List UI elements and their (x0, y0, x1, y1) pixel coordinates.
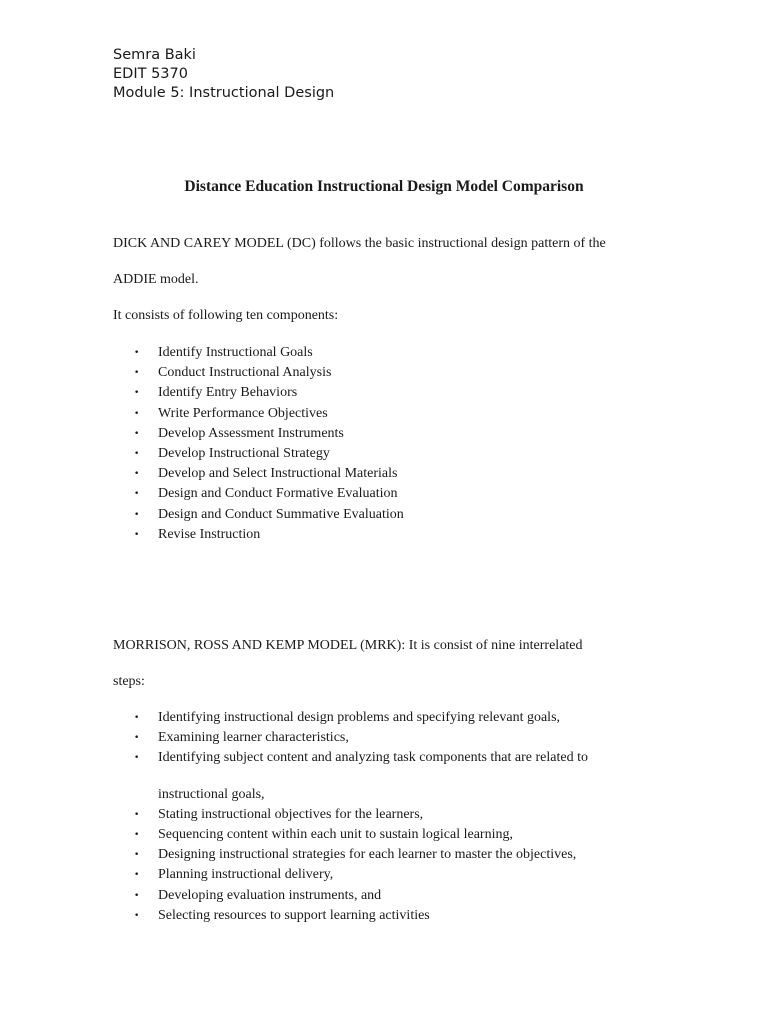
list-item (113, 825, 588, 845)
course-code: EDIT 5370 (113, 66, 188, 82)
mrk-steps-list (113, 708, 588, 926)
bullet-icon: • (134, 529, 140, 540)
list-item-text: Designing instructional strategies for each learner to master the objectives, (158, 847, 577, 863)
list-item-text: Develop Instructional Strategy (158, 445, 330, 461)
bullet-icon: • (134, 489, 140, 500)
dc-intro-line-1: DICK AND CAREY MODEL (DC) follows the basic instructional design pattern of the (113, 236, 606, 251)
bullet-icon: • (134, 428, 140, 439)
bullet-icon: • (134, 829, 140, 840)
mrk-intro-line-2: steps: (113, 674, 145, 689)
list-item (113, 484, 404, 504)
bullet-icon: • (134, 910, 140, 921)
list-item-text: Selecting resources to support learning activities (158, 907, 430, 923)
bullet-icon: • (134, 408, 140, 419)
list-item (113, 404, 404, 424)
list-item-continuation: instructional goals, (158, 786, 265, 802)
list-item (113, 845, 588, 865)
author-name: Semra Baki (113, 47, 196, 63)
list-item-text: Design and Conduct Formative Evaluation (158, 486, 398, 502)
mrk-intro-line-1: MORRISON, ROSS AND KEMP MODEL (MRK): It is consist of nine interrelated (113, 638, 583, 653)
list-item (113, 865, 588, 885)
list-item (113, 886, 588, 906)
bullet-icon: • (134, 809, 140, 820)
list-item (113, 383, 404, 403)
list-item-text: Develop and Select Instructional Materials (158, 466, 398, 482)
bullet-icon: • (134, 469, 140, 480)
list-item-text: Revise Instruction (158, 526, 261, 542)
list-item-text: Stating instructional objectives for the learners, (158, 806, 424, 822)
bullet-icon: • (134, 753, 140, 764)
list-item (113, 805, 588, 825)
list-item (113, 343, 404, 363)
bullet-icon: • (134, 870, 140, 881)
dc-components-intro: It consists of following ten components: (113, 308, 339, 323)
list-item (113, 728, 588, 748)
bullet-icon: • (134, 850, 140, 861)
dc-intro-line-2: ADDIE model. (113, 272, 199, 287)
list-item-text: Identifying instructional design problems and specifying relevant goals, (158, 710, 561, 725)
bullet-icon: • (134, 388, 140, 399)
list-item (113, 906, 588, 926)
list-item (113, 708, 588, 728)
list-item (113, 525, 404, 545)
list-item-text: Identify Instructional Goals (158, 345, 313, 360)
list-item-text: Identifying subject content and analyzing task components that are related to (158, 750, 588, 766)
list-item (113, 363, 404, 383)
list-item (113, 464, 404, 484)
bullet-icon: • (134, 733, 140, 744)
list-item (113, 748, 588, 804)
list-item (113, 444, 404, 464)
list-item-text: Design and Conduct Summative Evaluation (158, 506, 404, 522)
list-item-text: Conduct Instructional Analysis (158, 365, 332, 381)
module-title: Module 5: Instructional Design (113, 85, 335, 101)
list-item-text: Identify Entry Behaviors (158, 385, 298, 401)
bullet-icon: • (134, 890, 140, 901)
list-item-text: Develop Assessment Instruments (158, 425, 344, 441)
list-item-text: Developing evaluation instruments, and (158, 887, 382, 903)
list-item-text: Write Performance Objectives (158, 405, 328, 421)
list-item-text: Examining learner characteristics, (158, 730, 349, 746)
list-item-text: Planning instructional delivery, (158, 867, 334, 883)
document-header (113, 46, 334, 103)
bullet-icon: • (134, 509, 140, 520)
list-item (113, 424, 404, 444)
bullet-icon: • (134, 348, 140, 358)
list-item (113, 505, 404, 525)
list-item-text: Sequencing content within each unit to sustain logical learning, (158, 826, 513, 842)
dc-component-list (113, 343, 404, 545)
bullet-icon: • (134, 368, 140, 379)
document-title: Distance Education Instructional Design Model Comparison (184, 178, 584, 195)
bullet-icon: • (134, 448, 140, 459)
bullet-icon: • (134, 713, 140, 723)
